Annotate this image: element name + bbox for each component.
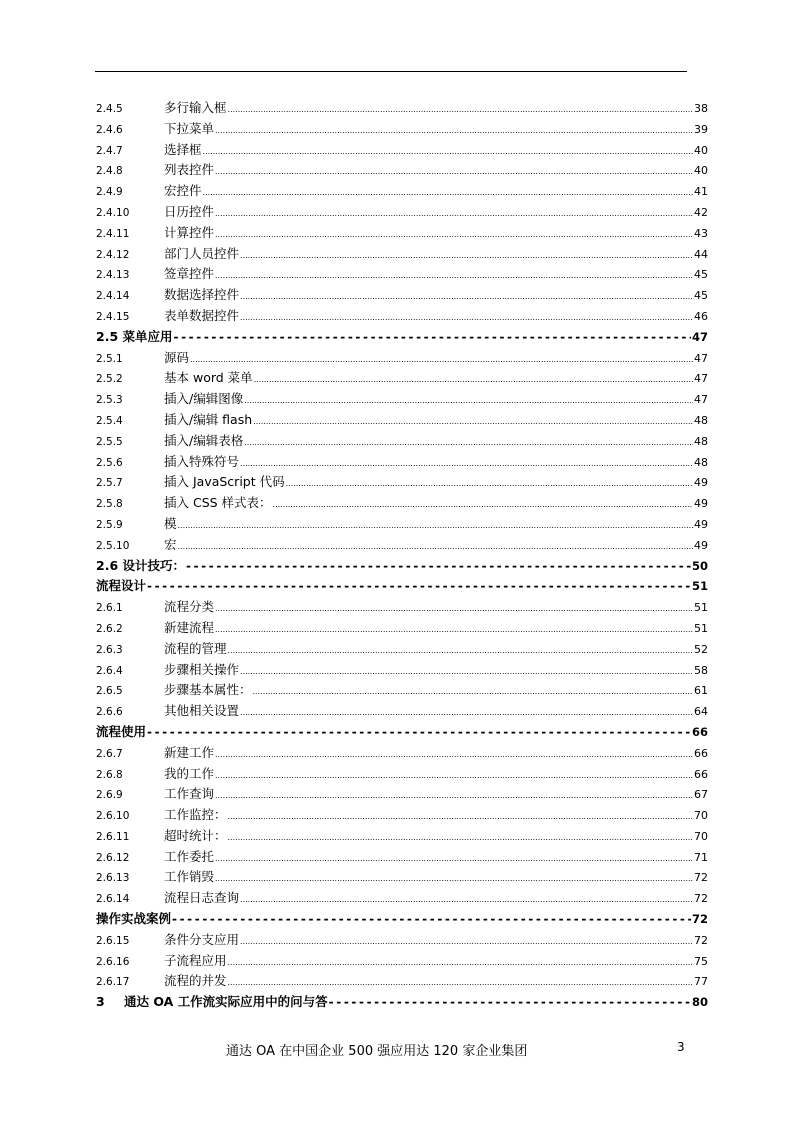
toc-entry[interactable] <box>96 951 708 972</box>
toc-entry[interactable] <box>96 743 708 764</box>
toc-entry-title: 其他相关设置 <box>164 703 240 719</box>
footer-text: 通达 OA 在中国企业 500 强应用达 120 家企业集团 <box>226 1044 528 1059</box>
toc-entry[interactable] <box>96 514 708 535</box>
toc-entry-title: 2.6 设计技巧： <box>96 557 185 573</box>
toc-entry-title: 计算控件 <box>164 224 215 240</box>
toc-entry-number: 2.4.14 <box>96 290 130 303</box>
toc-dot-leader <box>228 973 693 994</box>
toc-entry-number: 2.6.2 <box>96 622 123 635</box>
toc-entry-page: 72 <box>691 912 708 927</box>
toc-entry-title: 条件分支应用 <box>164 931 240 947</box>
toc-entry-page: 51 <box>691 579 708 594</box>
toc-entry-title: 插入/编辑图像 <box>164 391 244 407</box>
toc-entry-number: 2.4.11 <box>96 227 130 240</box>
toc-entry-number: 2.4.7 <box>96 144 123 157</box>
toc-dot-leader <box>147 576 691 597</box>
toc-dot-leader <box>215 599 693 620</box>
toc-entry-number: 2.5.10 <box>96 539 130 552</box>
toc-entry[interactable] <box>96 701 708 722</box>
toc-entry-page: 41 <box>694 185 708 199</box>
toc-entry-title: 多行输入框 <box>164 100 227 115</box>
toc-dot-leader <box>244 433 693 454</box>
toc-entry-page: 77 <box>694 975 708 989</box>
toc-entry-page: 64 <box>694 705 708 719</box>
toc-entry-title: 插入/编辑表格 <box>164 432 244 448</box>
toc-entry-title: 流程日志查询 <box>164 890 240 906</box>
toc-entry-page: 48 <box>694 455 708 469</box>
toc-entry-title: 操作实战案例 <box>96 911 172 927</box>
toc-dot-leader <box>215 766 693 787</box>
page-footer <box>0 1040 794 1060</box>
toc-entry-page: 67 <box>694 788 708 802</box>
toc-entry-number: 2.5.9 <box>96 518 123 531</box>
toc-entry-page: 49 <box>694 538 708 552</box>
toc-dot-leader <box>253 412 693 433</box>
toc-entry-number: 2.6.9 <box>96 789 123 802</box>
toc-entry-title: 部门人员控件 <box>164 245 240 261</box>
toc-entry-page: 49 <box>694 497 708 511</box>
toc-entry-title: 2.5 菜单应用 <box>96 328 173 344</box>
toc-entry-title: 新建工作 <box>164 744 215 760</box>
toc-entry-title: 源码 <box>164 349 190 365</box>
toc-dot-leader <box>244 391 693 412</box>
toc-dot-leader <box>178 537 693 558</box>
toc-entry[interactable] <box>96 160 708 181</box>
toc-entry-number: 2.5.8 <box>96 498 123 511</box>
toc-entry[interactable] <box>96 140 708 161</box>
toc-dot-leader <box>186 556 691 577</box>
toc-entry[interactable] <box>96 493 708 514</box>
toc-entry-number: 2.4.12 <box>96 248 130 261</box>
toc-entry[interactable] <box>96 368 708 389</box>
toc-entry-title: 插入 JavaScript 代码 <box>164 474 285 490</box>
toc-entry-page: 42 <box>694 205 708 219</box>
toc-entry-page: 46 <box>694 309 708 323</box>
toc-entry-title: 新建流程 <box>164 619 215 635</box>
toc-entry-number: 2.6.14 <box>96 893 130 906</box>
toc-dot-leader <box>215 786 693 807</box>
toc-entry[interactable] <box>96 639 708 660</box>
toc-entry-page: 75 <box>694 954 708 968</box>
toc-entry-title: 基本 word 菜单 <box>164 370 253 386</box>
toc-entry-page: 48 <box>694 413 708 427</box>
toc-entry-page: 38 <box>694 102 708 115</box>
toc-entry-title: 模 <box>164 515 177 531</box>
toc-entry-page: 71 <box>694 850 708 864</box>
toc-entry-number: 2.5.6 <box>96 456 123 469</box>
toc-entry-number: 2.4.5 <box>96 103 123 115</box>
toc-entry-title: 步骤相关操作 <box>164 661 240 677</box>
toc-entry-number: 2.6.6 <box>96 706 123 719</box>
toc-dot-leader <box>329 992 691 1013</box>
toc-dot-leader <box>215 225 693 246</box>
toc-dot-leader <box>215 266 693 287</box>
toc-entry-page: 40 <box>694 143 708 157</box>
toc-dot-leader <box>147 722 691 743</box>
toc-entry-title: 选择框 <box>164 141 202 157</box>
toc-entry-title: 签章控件 <box>164 266 215 282</box>
toc-entry-number: 2.5.2 <box>96 373 123 386</box>
toc-entry[interactable] <box>96 680 708 701</box>
toc-entry-page: 72 <box>694 933 708 947</box>
toc-entry-title: 插入 CSS 样式表： <box>164 495 272 511</box>
toc-entry-page: 39 <box>694 122 708 136</box>
toc-dot-leader <box>240 246 693 267</box>
toc-entry[interactable] <box>96 431 708 452</box>
toc-entry-page: 61 <box>694 684 708 698</box>
toc-entry[interactable] <box>96 867 708 888</box>
toc-entry-number: 2.5.1 <box>96 352 123 365</box>
toc-dot-leader <box>174 327 691 348</box>
toc-entry[interactable] <box>96 244 708 265</box>
toc-entry-number: 2.6.5 <box>96 685 123 698</box>
toc-dot-leader <box>254 370 693 391</box>
toc-entry[interactable] <box>96 202 708 223</box>
header-rule <box>95 71 687 72</box>
toc-entry-title: 表单数据控件 <box>164 307 240 323</box>
toc-entry-page: 52 <box>694 642 708 656</box>
toc-entry-number: 2.6.12 <box>96 851 130 864</box>
toc-entry-title: 宏控件 <box>164 183 202 199</box>
toc-entry-title: 工作销毁 <box>164 869 215 885</box>
toc-entry-page: 51 <box>694 621 708 635</box>
toc-dot-leader <box>286 474 693 495</box>
toc-entry-page: 70 <box>694 809 708 823</box>
toc-entry-title: 超时统计： <box>164 827 227 843</box>
toc-dot-leader <box>253 682 693 703</box>
toc-dot-leader <box>215 849 693 870</box>
toc-entry[interactable] <box>96 472 708 493</box>
toc-entry[interactable] <box>96 826 708 847</box>
toc-entry[interactable] <box>96 971 708 992</box>
toc-entry-title: 子流程应用 <box>164 952 227 968</box>
toc-dot-leader <box>190 350 693 371</box>
toc-entry-number: 2.5.4 <box>96 414 123 427</box>
toc-entry-title: 插入特殊符号 <box>164 453 240 469</box>
toc-section-heading[interactable] <box>96 909 708 930</box>
toc-entry-number: 2.4.10 <box>96 206 130 219</box>
toc-entry-title: 流程的管理 <box>164 640 227 656</box>
toc-entry-number: 2.4.8 <box>96 165 123 178</box>
toc-entry-number: 2.5.3 <box>96 394 123 407</box>
toc-entry-page: 47 <box>691 329 708 344</box>
toc-entry-page: 49 <box>694 517 708 531</box>
toc-entry-title: 通达 OA 工作流实际应用中的问与答 <box>124 994 328 1010</box>
toc-entry-page: 50 <box>691 558 708 573</box>
toc-section-heading[interactable] <box>96 327 708 348</box>
toc-entry-page: 43 <box>694 226 708 240</box>
toc-entry[interactable] <box>96 306 708 327</box>
toc-entry-title: 插入/编辑 flash <box>164 411 253 427</box>
toc-entry-number: 2.4.15 <box>96 310 130 323</box>
toc-entry-number: 2.6.8 <box>96 768 123 781</box>
toc-entry-page: 45 <box>694 289 708 303</box>
toc-dot-leader <box>215 745 693 766</box>
toc-entry-title: 工作监控： <box>164 807 227 823</box>
toc-entry-page: 47 <box>694 372 708 386</box>
toc-entry-number: 2.6.15 <box>96 934 130 947</box>
toc-entry-page: 66 <box>691 724 708 739</box>
toc-section-heading[interactable] <box>96 722 708 743</box>
toc-entry[interactable] <box>96 389 708 410</box>
toc-entry-page: 48 <box>694 434 708 448</box>
toc-entry-title: 步骤基本属性： <box>164 682 252 698</box>
toc-dot-leader <box>178 516 693 537</box>
toc-entry-page: 40 <box>694 164 708 178</box>
toc-entry-title: 流程的并发 <box>164 973 227 989</box>
toc-entry-title: 日历控件 <box>164 203 215 219</box>
toc-entry[interactable] <box>96 930 708 951</box>
toc-entry-page: 44 <box>694 247 708 261</box>
toc-entry-number: 2.5.5 <box>96 435 123 448</box>
toc-section-heading[interactable] <box>96 556 708 577</box>
toc-dot-leader <box>240 287 693 308</box>
toc-entry[interactable] <box>96 847 708 868</box>
toc-entry[interactable] <box>96 264 708 285</box>
toc-entry-number: 2.5.7 <box>96 477 123 490</box>
toc-entry-number: 2.6.17 <box>96 976 130 989</box>
toc-entry[interactable] <box>96 410 708 431</box>
toc-entry-number: 2.6.7 <box>96 747 123 760</box>
toc-dot-leader <box>228 641 693 662</box>
toc-dot-leader <box>228 828 693 849</box>
toc-dot-leader <box>228 100 693 121</box>
toc-entry[interactable] <box>96 285 708 306</box>
toc-entry-page: 66 <box>694 767 708 781</box>
toc-dot-leader <box>215 204 693 225</box>
toc-entry-title: 宏 <box>164 536 177 552</box>
toc-dot-leader <box>215 121 693 142</box>
toc-dot-leader <box>240 703 693 724</box>
toc-dot-leader <box>215 162 693 183</box>
toc-entry[interactable] <box>96 597 708 618</box>
toc-dot-leader <box>215 620 693 641</box>
toc-entry-number: 3 <box>96 994 105 1010</box>
toc-entry-title: 下拉菜单 <box>164 120 215 136</box>
toc-entry-page: 72 <box>694 871 708 885</box>
toc-entry-number: 2.6.13 <box>96 872 130 885</box>
toc-entry-page: 72 <box>694 892 708 906</box>
toc-entry-title: 数据选择控件 <box>164 287 240 303</box>
toc-section-heading[interactable] <box>96 576 708 597</box>
toc-entry[interactable] <box>96 660 708 681</box>
toc-entry-page: 47 <box>694 351 708 365</box>
toc-dot-leader <box>203 142 693 163</box>
toc-entry[interactable] <box>96 888 708 909</box>
toc-dot-leader <box>172 909 691 930</box>
toc-entry-page: 80 <box>691 995 708 1010</box>
toc-entry-title: 我的工作 <box>164 765 215 781</box>
toc-entry[interactable] <box>96 784 708 805</box>
table-of-contents <box>96 98 708 1013</box>
toc-entry-page: 49 <box>694 476 708 490</box>
toc-entry[interactable] <box>96 119 708 140</box>
toc-entry-page: 58 <box>694 663 708 677</box>
toc-entry-title: 工作委托 <box>164 848 215 864</box>
toc-entry[interactable] <box>96 452 708 473</box>
toc-dot-leader <box>273 495 693 516</box>
toc-entry-number: 2.6.10 <box>96 810 130 823</box>
toc-entry[interactable] <box>96 181 708 202</box>
toc-entry-page: 47 <box>694 393 708 407</box>
toc-entry-page: 45 <box>694 268 708 282</box>
toc-entry-title: 流程分类 <box>164 599 215 615</box>
toc-dot-leader <box>240 932 693 953</box>
toc-entry-number: 2.4.9 <box>96 186 123 199</box>
toc-dot-leader <box>203 183 693 204</box>
toc-dot-leader <box>228 953 693 974</box>
toc-dot-leader <box>240 662 693 683</box>
toc-dot-leader <box>240 890 693 911</box>
toc-entry[interactable] <box>96 98 708 119</box>
toc-entry-number: 2.6.1 <box>96 602 123 615</box>
toc-entry-number: 2.4.13 <box>96 269 130 282</box>
toc-dot-leader <box>240 308 693 329</box>
toc-section-heading[interactable] <box>96 992 708 1013</box>
toc-entry[interactable] <box>96 805 708 826</box>
toc-entry-title: 列表控件 <box>164 162 215 178</box>
toc-entry[interactable] <box>96 223 708 244</box>
toc-entry-page: 70 <box>694 829 708 843</box>
toc-entry[interactable] <box>96 535 708 556</box>
toc-entry-number: 2.6.4 <box>96 664 123 677</box>
toc-entry-number: 2.4.6 <box>96 123 123 136</box>
footer-page-number: 3 <box>677 1040 685 1054</box>
toc-entry[interactable] <box>96 618 708 639</box>
toc-entry-title: 流程使用 <box>96 723 147 739</box>
toc-entry[interactable] <box>96 764 708 785</box>
toc-entry-number: 2.6.3 <box>96 643 123 656</box>
toc-dot-leader <box>228 807 693 828</box>
toc-entry-number: 2.6.11 <box>96 830 130 843</box>
toc-entry-title: 流程设计 <box>96 578 147 594</box>
toc-entry-page: 51 <box>694 601 708 615</box>
toc-entry-number: 2.6.16 <box>96 955 130 968</box>
toc-entry-page: 66 <box>694 746 708 760</box>
toc-dot-leader <box>215 869 693 890</box>
toc-dot-leader <box>240 454 693 475</box>
toc-entry[interactable] <box>96 348 708 369</box>
toc-entry-title: 工作查询 <box>164 786 215 802</box>
